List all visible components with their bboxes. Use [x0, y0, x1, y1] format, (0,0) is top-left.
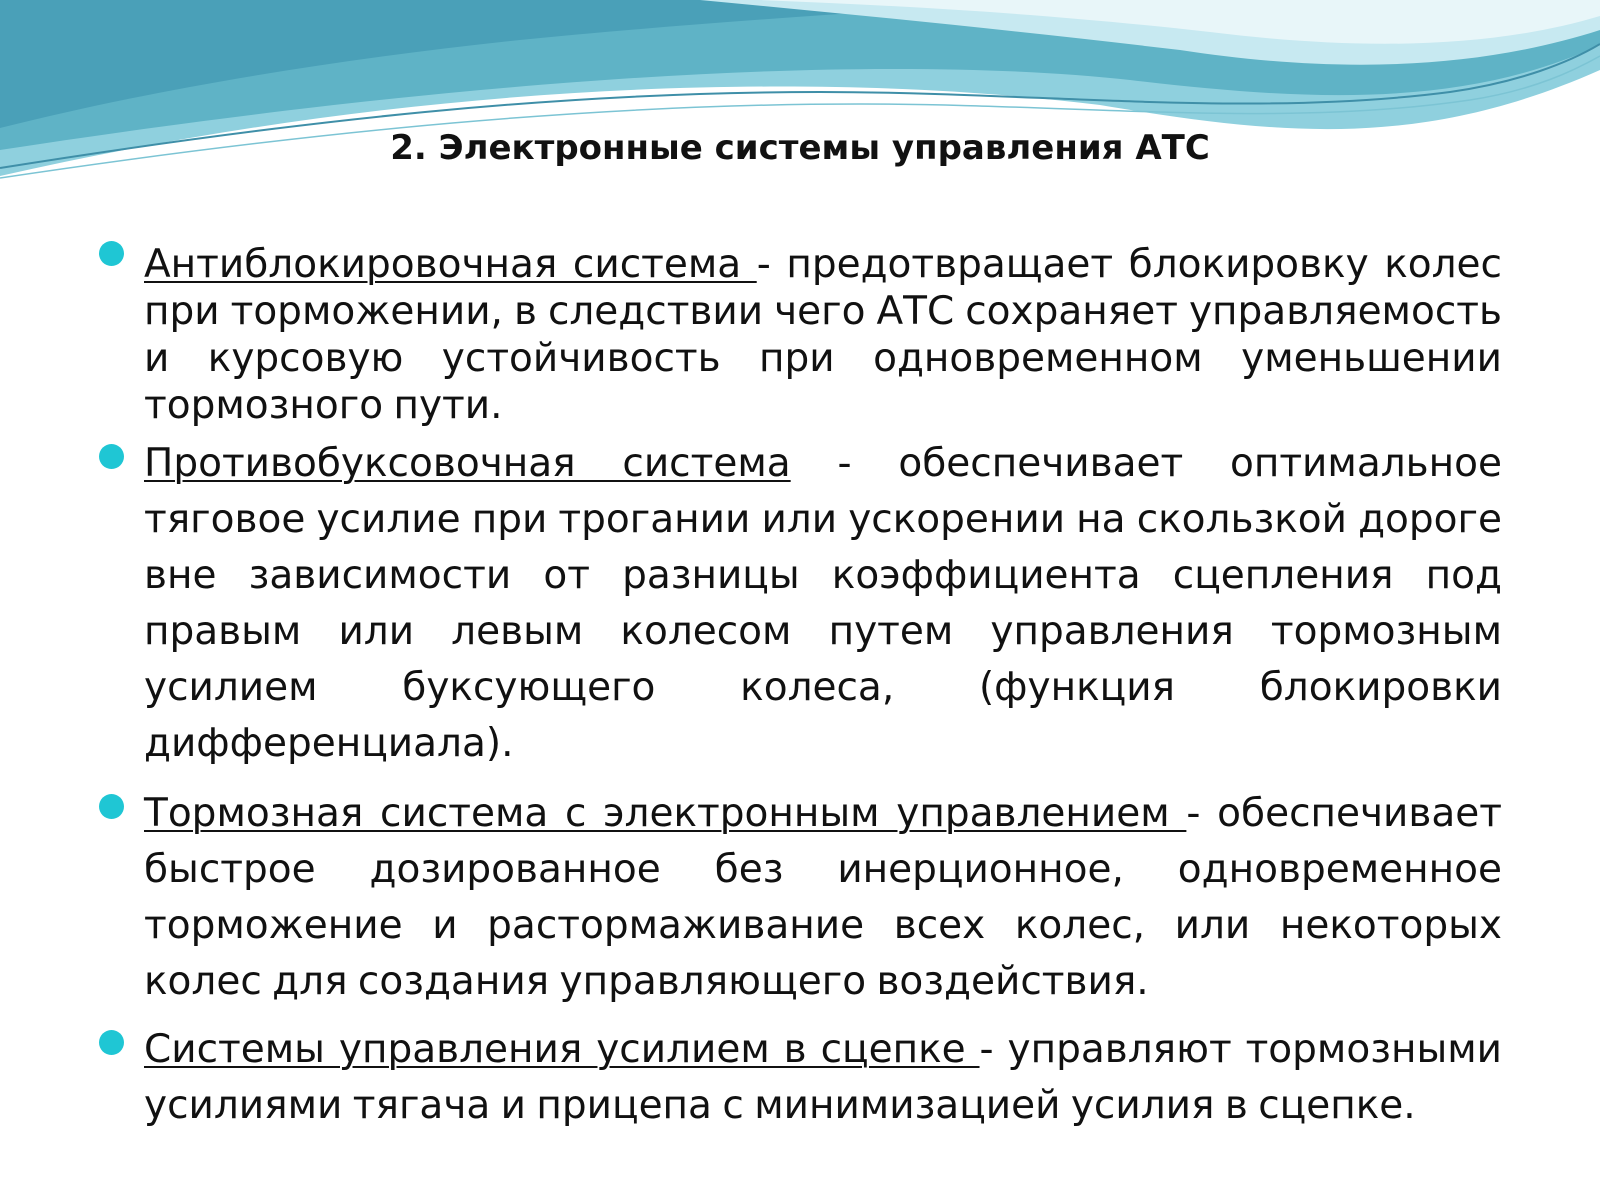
bullet-term: Системы управления усилием в сцепке [144, 1027, 980, 1072]
bullet-text: - управляют тормозными усилиями тягача и прицепа с минимизацией усилия в сцепке. [144, 1027, 1502, 1128]
bullet-term: Противобуксовочная система [144, 441, 791, 486]
bullet-item-electronic-brakes [144, 786, 1502, 1010]
bullet-term: Тормозная система с электронным управлением [144, 791, 1187, 836]
bullet-text: - обеспечивает оптимальное тяговое усилие при трогании или ускорении на скользкой дороге вне зависимости от разницы коэффициента сцепления под правым или левым колесом путем управления тормозным усилием буксующего колеса, (функция блокировки дифференциала). [144, 441, 1502, 766]
bullet-dot-icon [99, 1030, 124, 1055]
bullet-text: - предотвращает блокировку колес при торможении, в следствии чего АТС сохраняет управляемость и курсовую устойчивость при одновременном уменьшении тормозного пути. [144, 242, 1502, 428]
bullet-item-abs [144, 241, 1502, 429]
slide-title: 2. Электронные системы управления АТС [390, 128, 1210, 168]
bullet-dot-icon [99, 241, 124, 266]
bullet-term: Антиблокировочная система [144, 242, 757, 287]
bullet-dot-icon [99, 444, 124, 469]
bullet-text: - обеспечивает быстрое дозированное без инерционное, одновременное торможение и растормаживание всех колес, или некоторых колес для создания управляющего воздействия. [144, 791, 1502, 1004]
bullet-item-traction-control [144, 436, 1502, 772]
bullet-dot-icon [99, 794, 124, 819]
bullet-item-coupling-force [144, 1022, 1502, 1134]
